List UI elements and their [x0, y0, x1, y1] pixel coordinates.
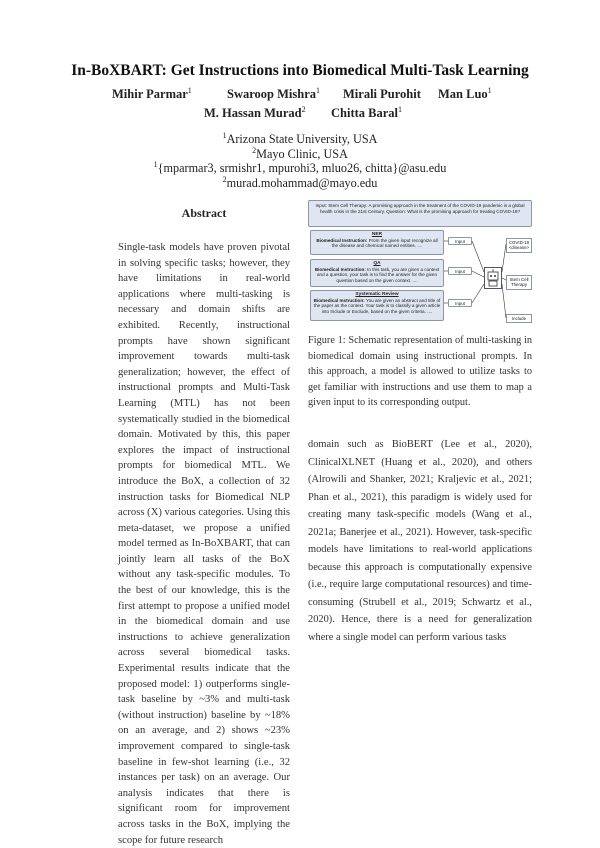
figure-caption: Figure 1: Schematic representation of multi-tasking in biomedical domain using instructional prompts. In this approach, a model is allowed to utilize tasks to get familiar with instructions and use them to map a given input to its corresponding output.	[308, 335, 532, 409]
figure-input-box: Input: Stem Cell Therapy: A promising approach in the treatment of the COVID-19 pandemic is a global health crisis in the 21st Century. Question: What is the promising approach for treating COVID-19?	[308, 200, 532, 227]
figure-output-review: Include	[506, 314, 532, 323]
figure-task-systematic-review: Systematic Review Biomedical Instruction: You are given an abstract and title of the paper as the context. Your task is to classify a given article into Include or Exclude, based on the given criteria. ....	[310, 290, 444, 321]
affiliation-2: $^2$Mayo Clinic, USA	[252, 146, 348, 162]
affiliation-1: $^1$Arizona State University, USA	[222, 131, 378, 147]
figure-task-ner: NER Biomedical Instruction: From the given input recognize all the disease and chemical named entities. ....	[310, 230, 444, 255]
figure-1	[308, 200, 532, 322]
author-1: Mihir Parmar$^1$	[112, 86, 192, 102]
abstract-heading: Abstract	[181, 206, 227, 220]
affiliation-email-1: $^1${mparmar3, srmishr1, mpurohi3, mluo26, chitta}@asu.edu	[153, 160, 447, 176]
author-2: Swaroop Mishra$^1$	[227, 86, 321, 102]
abstract-text: Single-task models have proven pivotal in solving specific tasks; however, they have limitations in real-world applications where multi-tasking is necessary and domain shifts are exhibited. Recently, instructional prompts have shown significant improvement towards multi-task generalization; however, the effect of instructional prompts and Multi-Task Learning (MTL) has not been systematically studied in the biomedical domain. Motivated by this, this paper explores the impact of instructional prompts for biomedical MTL. We introduce the BoX, a collection of 32 instruction tasks for Biomedical NLP across (X) various categories. Using this meta-dataset, we propose a unified model termed as In-BoXBART, that can jointly learn all tasks of the BoX without any task-specific modules. To the best of our knowledge, this is the first attempt to propose a unified model in the biomedical domain and use instructions to achieve generalization across several biomedical tasks. Experimental results indicate that the proposed model: 1) outperforms single-task baseline by ~3% and multi-task (without instruction) baseline by ~18% on an average, and 2) shows ~23% improvement compared to single-task baseline in few-shot learning (i.e., 32 instances per task) on an average. Our analysis indicates that there is significant room for improvement across tasks in the BoX, implying the scope for future research	[118, 242, 290, 846]
author-3: Mirali Purohit	[343, 87, 421, 102]
figure-output-qa: Stem Cell Therapy	[506, 275, 532, 290]
paper-title: In-BoXBART: Get Instructions into Biomedical Multi-Task Learning	[71, 62, 529, 79]
author-4: Man Luo$^1$	[438, 86, 492, 102]
figure-task-qa: QA Biomedical Instruction: In this task, you are given a context and a question, your task is to find the answer for the given question based on the given context. ....	[310, 259, 444, 287]
affiliation-email-2: $^2$murad.mohammad@mayo.edu	[222, 175, 378, 191]
figure-input-pill-2: Input	[448, 267, 472, 275]
author-6: Chitta Baral$^1$	[331, 105, 403, 121]
figure-input-pill-1: Input	[448, 237, 472, 245]
author-5: M. Hassan Murad$^2$	[204, 105, 306, 121]
figure-input-pill-3: Input	[448, 299, 472, 307]
body-right-text: domain such as BioBERT (Lee et al., 2020), ClinicalXLNET (Huang et al., 2020), and others (Alrowili and Shanker, 2021; Kraljevic et al., 2021; Phan et al., 2021), this paradigm is widely used for creating many task-specific models (Wang et al., 2021a; Banerjee et al., 2021). However, task-specific models have limitations to real-world applications because this approach is computationally expensive (i.e., require large computational resources) and time-consuming (Strubell et al., 2019; Schwartz et al., 2020). Hence, there is a need for generalization where a single model can perform various tasks	[308, 439, 532, 643]
figure-output-ner: COVID-19 <disease>	[506, 238, 532, 253]
figure-arrows	[308, 200, 532, 322]
figure-model-robot-icon	[484, 267, 502, 289]
